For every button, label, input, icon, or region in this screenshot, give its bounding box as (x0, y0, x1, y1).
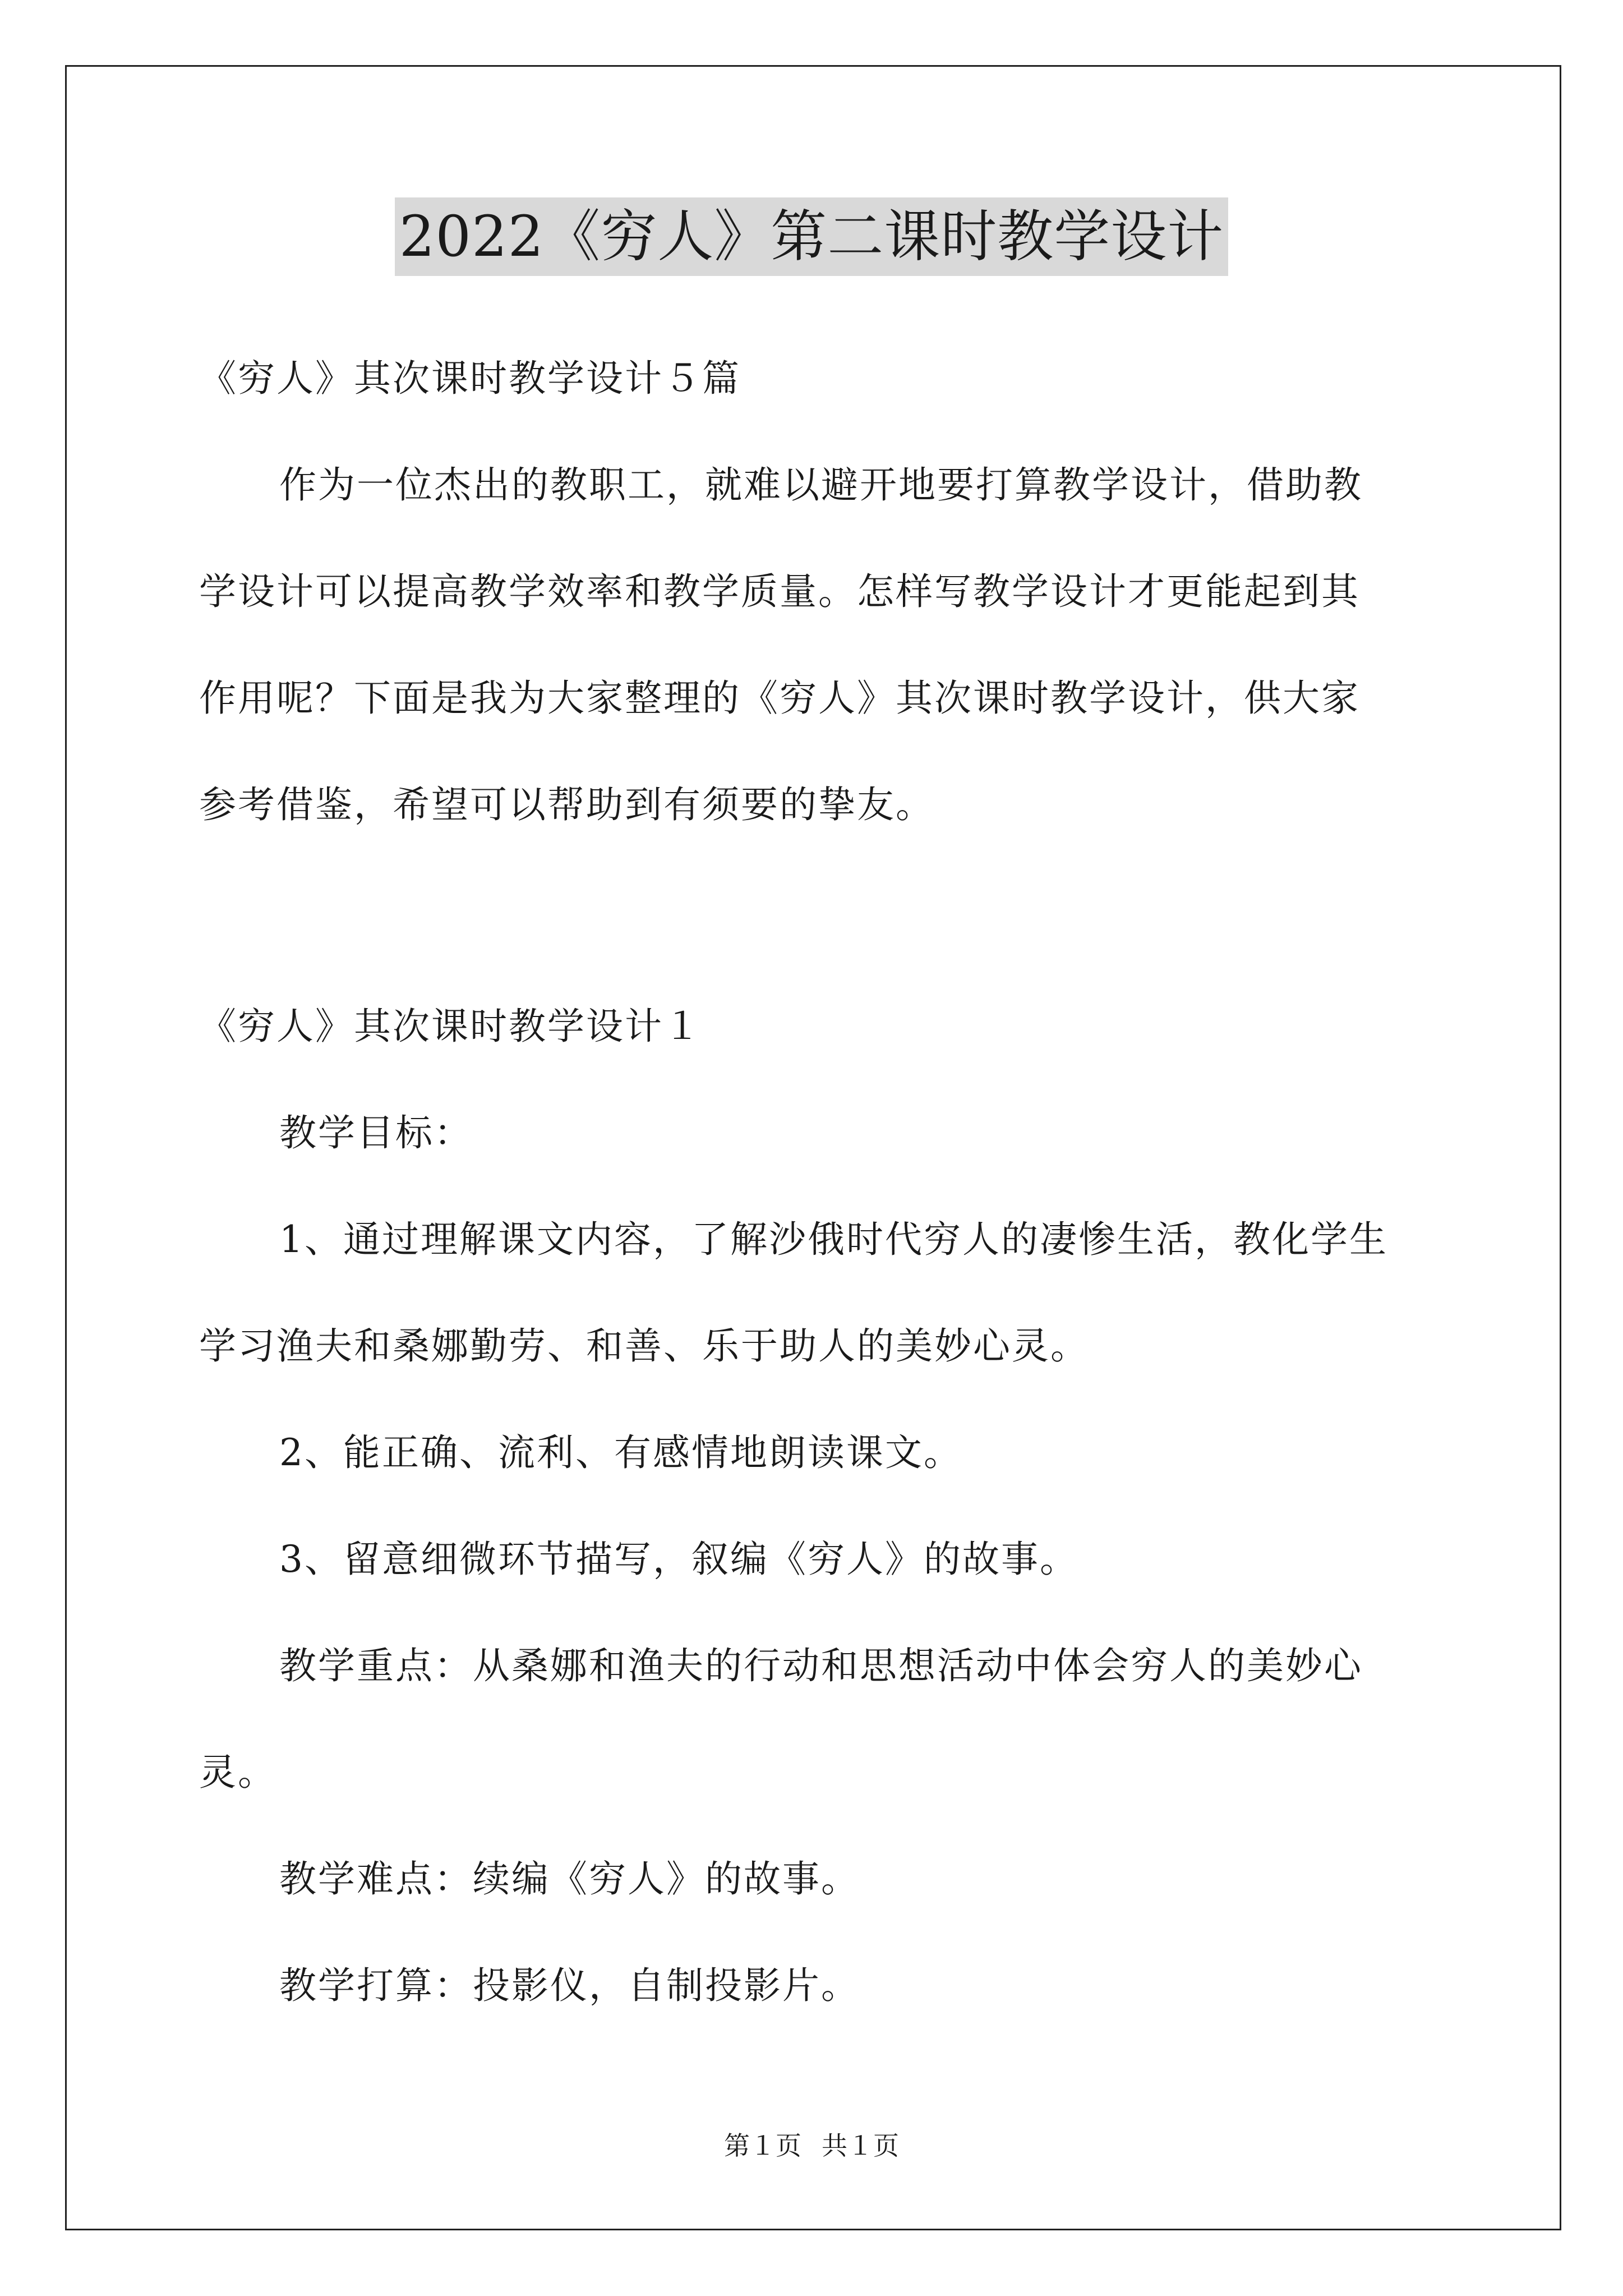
objective-3: 3、留意细微环节描写，叙编《穷人》的故事。 (279, 1538, 1078, 1581)
key-point-line-1: 教学重点：从桑娜和渔夫的行动和思想活动中体会穷人的美妙心 (279, 1644, 1363, 1687)
objective-1-line-2: 学习渔夫和桑娜勤劳、和善、乐于助人的美妙心灵。 (199, 1324, 1089, 1368)
teaching-objectives-label: 教学目标： (279, 1111, 473, 1154)
intro-line-4: 参考借鉴，希望可以帮助到有须要的挚友。 (199, 783, 934, 826)
objective-1-line-1: 1、通过理解课文内容，了解沙俄时代穷人的凄惨生活，教化学生 (279, 1218, 1388, 1261)
page-footer (0, 2129, 1623, 2162)
objective-2: 2、能正确、流利、有感情地朗读课文。 (279, 1431, 962, 1474)
page-number: 第１页 (724, 2131, 801, 2161)
intro-line-2: 学设计可以提高教学效率和教学质量。怎样写教学设计才更能起到其 (199, 570, 1360, 613)
key-point-line-2: 灵。 (199, 1751, 276, 1794)
difficult-point: 教学难点：续编《穷人》的故事。 (279, 1857, 860, 1901)
intro-line-3: 作用呢？下面是我为大家整理的《穷人》其次课时教学设计，供大家 (199, 677, 1360, 720)
title-container (0, 197, 1623, 276)
intro-line-1: 作为一位杰出的教职工，就难以避开地要打算教学设计，借助教 (279, 463, 1363, 507)
total-pages: 共１页 (822, 2131, 899, 2161)
document-subtitle: 《穷人》其次课时教学设计５篇 (199, 357, 741, 400)
document-title: 2022《穷人》第二课时教学设计 (395, 197, 1229, 276)
section-heading: 《穷人》其次课时教学设计１ (199, 1005, 702, 1048)
teaching-preparation: 教学打算：投影仪，自制投影片。 (279, 1964, 860, 2007)
